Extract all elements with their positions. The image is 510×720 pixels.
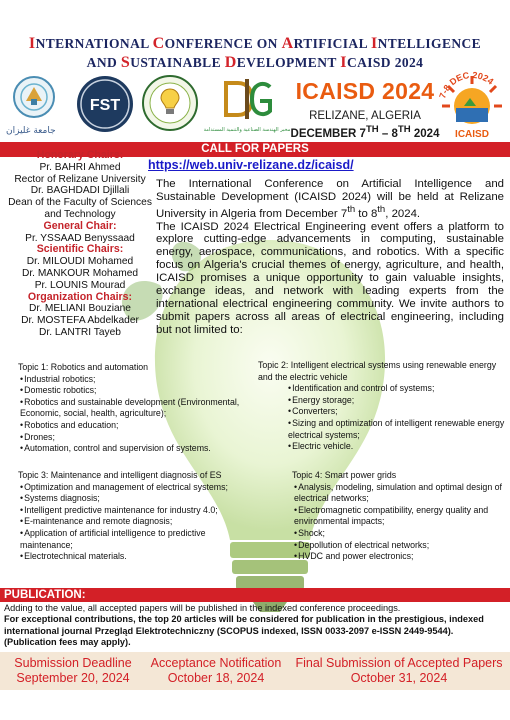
list-item: • Optimization and management of electrical systems;: [18, 482, 258, 494]
deadline-date: October 18, 2024: [167, 671, 265, 685]
intro-paragraph-2: The ICAISD 2024 Electrical Engineering event offers a platform to explore cutting-edge advancements in computing, sustainable energy, aerospace, communications, and robotics. With a specific focus on Algeria's crucial themes of energy, agriculture, and health, ICAISD promises a unique opportunity to gain valuable insights, exchange ideas, and network with leading experts from the international electrical engineering community. We invite authors to submit papers across all areas of electrical engineering, including but not limited to:: [156, 220, 504, 336]
topic-title: Topic 1: Robotics and automation: [18, 362, 149, 372]
relizane-caption: جامعة غليزان: [6, 126, 56, 136]
list-item: • Electric vehicle.: [258, 441, 508, 453]
chair-name: Dr. MANKOUR Mohamed: [21, 267, 139, 279]
title-cap: A: [281, 35, 294, 52]
topic-4-list: [292, 470, 502, 563]
organization-chairs-heading: Organization Chairs:: [27, 290, 133, 303]
conference-brand-block: [290, 78, 440, 140]
title-word: USTAINABLE: [130, 55, 225, 70]
list-item: • Industrial robotics;: [18, 374, 240, 386]
conference-introduction: [156, 178, 504, 337]
topic-2-list: [258, 360, 508, 453]
list-item: • Depollution of electrical networks;: [292, 540, 502, 552]
topic-1-list: [18, 362, 240, 455]
title-cap: I: [340, 54, 347, 71]
call-for-papers-banner: CALL FOR PAPERS: [0, 142, 510, 157]
list-item: • Energy storage;: [258, 395, 508, 407]
laboratory-caption: مخبر الهندسة الصناعية والتنمية المستدامة: [203, 127, 291, 133]
chair-name: Dr. MOSTEFA Abdelkader: [21, 315, 139, 327]
sun-name: ICAISD: [455, 129, 489, 140]
topic-title: Topic 3: Maintenance and intelligent diagnosis of ES: [18, 470, 222, 480]
general-chair-heading: General Chair:: [43, 219, 117, 232]
footer-space: [0, 690, 510, 720]
deadline-date: October 31, 2024: [350, 671, 448, 685]
electrical-engineering-department-logo: [140, 73, 200, 133]
list-item: • Automation, control and supervision of systems.: [18, 443, 240, 455]
list-item: • Robotics and sustainable development (Environmental, Economic, social, health, agriculture);: [18, 397, 240, 420]
title-word: NTERNATIONAL: [35, 36, 153, 51]
title-word: RTIFICIAL: [293, 36, 371, 51]
list-item: • Electrotechnical materials.: [18, 551, 258, 563]
sun-date: 7-8 DEC 2024: [437, 69, 496, 100]
deadline-label: Acceptance Notification: [150, 656, 282, 670]
intro-paragraph-1: The International Conference on Artificial Intelligence and Sustainable Development (ICAISD 2024) will be held at Relizane University in Algeria from December 7th to 8th, 2024.: [156, 178, 504, 220]
list-item: • HVDC and power electronics;: [292, 551, 502, 563]
fst-logo: [70, 73, 140, 135]
important-dates: [0, 652, 510, 690]
list-item: • Analysis, modeling, simulation and optimal design of electrical networks;: [292, 482, 502, 505]
submission-deadline: [4, 656, 142, 686]
list-item: • Robotics and education;: [18, 420, 240, 432]
list-item: • Application of artificial intelligence to predictive maintenance;: [18, 528, 258, 551]
chair-name: Dr. BAGHDADI Djillali: [30, 185, 130, 197]
fst-label: FST: [89, 97, 121, 114]
list-item: • Domestic robotics;: [18, 385, 240, 397]
title-word: ONFERENCE ON: [164, 36, 282, 51]
list-item: • Drones;: [18, 432, 240, 444]
conference-name: ICAISD 2024: [295, 78, 435, 104]
final-submission: [290, 656, 508, 686]
topic-title: Topic 4: Smart power grids: [292, 470, 397, 480]
icaisd-sun-logo: [434, 66, 510, 142]
chair-name: Pr. LOUNIS Mourad: [34, 279, 126, 291]
title-cap: C: [152, 35, 165, 52]
chair-name: Dr. MILOUDI Mohamed: [26, 256, 134, 268]
honorary-chairs-heading: Honorary Chairs:: [36, 149, 124, 161]
conference-date: DECEMBER 7TH – 8TH 2024: [290, 124, 440, 140]
deadline-date: September 20, 2024: [16, 671, 130, 685]
list-item: • E-maintenance and remote diagnosis;: [18, 516, 258, 528]
title-cap: S: [120, 54, 131, 71]
list-item: • Intelligent predictive maintenance for industry 4.0;: [18, 505, 258, 517]
title-line-1: [0, 34, 510, 53]
title-word: EVELOPMENT: [236, 55, 341, 70]
topic-title: Topic 2: Intelligent electrical systems using renewable energy and the electric vehicle: [258, 360, 497, 382]
list-item: • Identification and control of systems;: [258, 383, 508, 395]
chair-name: Pr. YSSAAD Benyssaad: [25, 232, 135, 244]
publication-heading: PUBLICATION:: [0, 588, 510, 602]
publication-details: [4, 603, 506, 649]
laboratory-logo: [203, 73, 291, 137]
deadline-label: Submission Deadline: [14, 656, 132, 670]
acceptance-notification: [142, 656, 290, 686]
scientific-chairs-heading: Scientific Chairs:: [36, 243, 124, 256]
chair-role: Dean of the Faculty of Sciences: [8, 197, 152, 209]
chair-role: Rector of Relizane University: [14, 173, 146, 185]
publication-line-1: Adding to the value, all accepted papers will be published in the indexed conference proceedings.: [4, 603, 401, 613]
conference-place: RELIZANE, ALGERIA: [309, 110, 421, 122]
title-cap: I: [28, 35, 36, 52]
chair-name: Pr. BAHRI Ahmed: [39, 161, 121, 173]
conference-website-link[interactable]: https://web.univ-relizane.dz/icaisd/: [148, 158, 354, 172]
chair-role: and Technology: [44, 208, 116, 220]
list-item: • Sizing and optimization of intelligent renewable energy electrical systems;: [258, 418, 508, 441]
list-item: • Shock;: [292, 528, 502, 540]
topic-3-list: [18, 470, 258, 563]
relizane-university-logo: [4, 73, 64, 133]
publication-line-2: For exceptional contributions, the top 20 articles will be considered for publication in the prestigious, indexed international journal Przegląd Elektrotechniczny (SCOPUS indexed, ISSN 0033-2097 e-ISSN 2449-9544). (Publication fees may apply).: [4, 614, 484, 648]
deadline-label: Final Submission of Accepted Papers: [295, 656, 503, 670]
title-cap: D: [224, 54, 237, 71]
chair-name: Dr. LANTRI Tayeb: [39, 326, 121, 338]
chair-name: Dr. MELIANI Bouziane: [29, 303, 131, 315]
title-word: CAISD 2024: [346, 55, 424, 70]
committee-chairs: [0, 150, 160, 339]
title-word: AND: [86, 55, 121, 70]
list-item: • Systems diagnosis;: [18, 493, 258, 505]
list-item: • Converters;: [258, 406, 508, 418]
title-cap: I: [371, 35, 378, 52]
title-word: NTELLIGENCE: [377, 36, 482, 51]
list-item: • Electromagnetic compatibility, energy quality and environmental impacts;: [292, 505, 502, 528]
